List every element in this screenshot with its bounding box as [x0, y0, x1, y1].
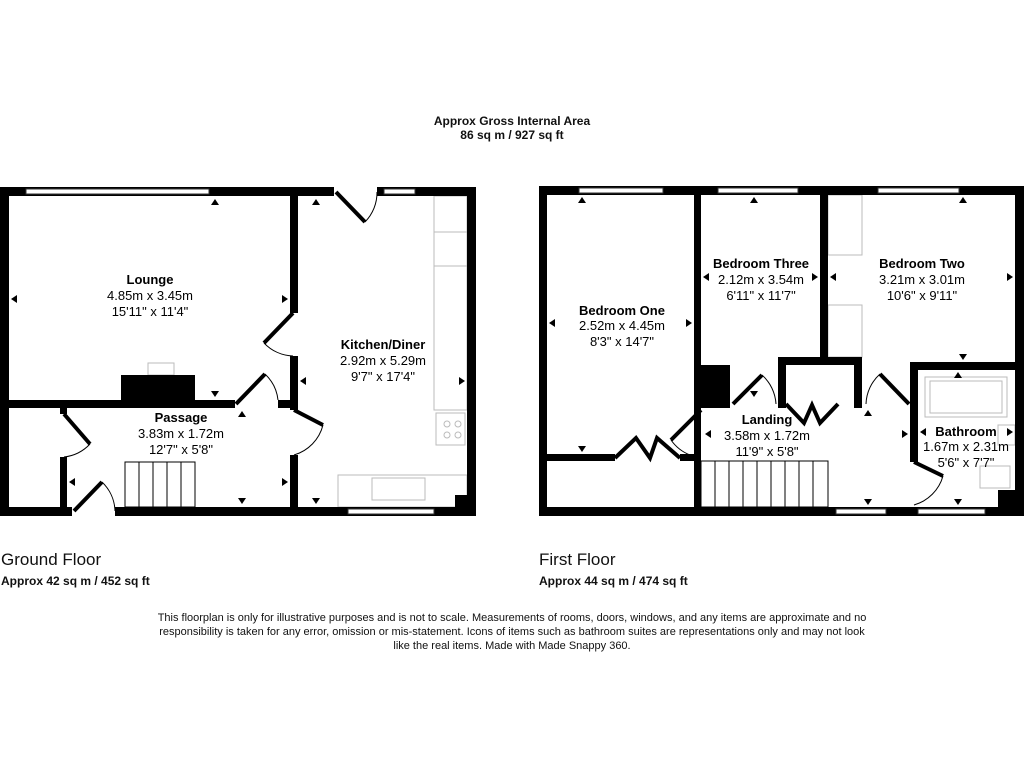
disclaimer: This floorplan is only for illustrative purposes and is not to scale. Measurements of rooms, doors, windows, and any items are approximate and no responsibility is taken for any error, omission or mis-statement. Icons of items such as bathroom suites are representations only and may not look like the real items. Made with Made Snappy 360. — [157, 612, 867, 652]
room-metric: 2.12m x 3.54m — [718, 272, 804, 287]
room-metric: 1.67m x 2.31m — [923, 439, 1009, 454]
wardrobe — [828, 195, 862, 255]
room-imperial: 5'6" x 7'7" — [937, 455, 995, 470]
room-metric: 2.92m x 5.29m — [340, 353, 426, 368]
chimney-breast — [121, 375, 195, 400]
room-imperial: 15'11" x 11'4" — [111, 304, 189, 319]
room-imperial: 6'11" x 11'7" — [726, 288, 796, 303]
gross-area-value: 86 sq m / 927 sq ft — [460, 128, 564, 142]
room-name: Lounge — [126, 272, 174, 287]
room-name: Bedroom Three — [712, 256, 810, 271]
room-imperial: 8'3" x 14'7" — [589, 334, 655, 349]
kitchen-appliance — [434, 232, 467, 266]
room-metric: 2.52m x 4.45m — [579, 318, 665, 333]
cupboard-door — [786, 404, 838, 423]
room-imperial: 9'7" x 17'4" — [350, 369, 416, 384]
room-metric: 3.58m x 1.72m — [724, 428, 810, 443]
window — [384, 189, 415, 194]
door — [236, 374, 265, 404]
door — [880, 374, 909, 404]
room-name: Landing — [741, 412, 793, 427]
gross-area-title: Approx Gross Internal Area — [433, 114, 591, 128]
window — [878, 188, 959, 193]
front-door — [74, 482, 102, 511]
room-imperial: 12'7" x 5'8" — [148, 442, 214, 457]
first-floor-plan — [539, 186, 1024, 516]
room-name: Passage — [154, 410, 208, 425]
room-name: Bathroom — [935, 424, 997, 439]
window — [718, 188, 798, 193]
ground-floor-label: Ground Floor — [1, 550, 102, 569]
window — [579, 188, 663, 193]
window — [26, 189, 209, 194]
window — [836, 509, 886, 514]
stairs — [125, 462, 195, 507]
sink-icon — [372, 478, 425, 500]
room-metric: 3.21m x 3.01m — [879, 272, 965, 287]
ground-floor-area: Approx 42 sq m / 452 sq ft — [1, 574, 150, 588]
room-imperial: 10'6" x 9'11" — [886, 288, 958, 303]
ground-floor-plan — [0, 187, 476, 516]
door — [294, 410, 323, 425]
door — [336, 192, 365, 222]
door — [64, 414, 90, 444]
door — [733, 375, 762, 404]
room-imperial: 11'9" x 5'8" — [735, 444, 799, 459]
room-metric: 4.85m x 3.45m — [107, 288, 193, 303]
double-door — [615, 438, 680, 458]
window — [918, 509, 985, 514]
room-name: Bedroom Two — [879, 256, 965, 271]
first-floor-label: First Floor — [539, 550, 616, 569]
room-metric: 3.83m x 1.72m — [138, 426, 224, 441]
room-name: Kitchen/Diner — [340, 337, 426, 352]
stairs — [701, 461, 828, 507]
fireplace-hearth — [148, 363, 174, 375]
room-name: Bedroom One — [579, 303, 665, 318]
first-floor-area: Approx 44 sq m / 474 sq ft — [539, 574, 688, 588]
door — [264, 313, 293, 343]
kitchen-worktop — [434, 196, 467, 410]
hob-icon — [436, 413, 465, 445]
wardrobe — [828, 305, 862, 357]
window — [348, 509, 434, 514]
